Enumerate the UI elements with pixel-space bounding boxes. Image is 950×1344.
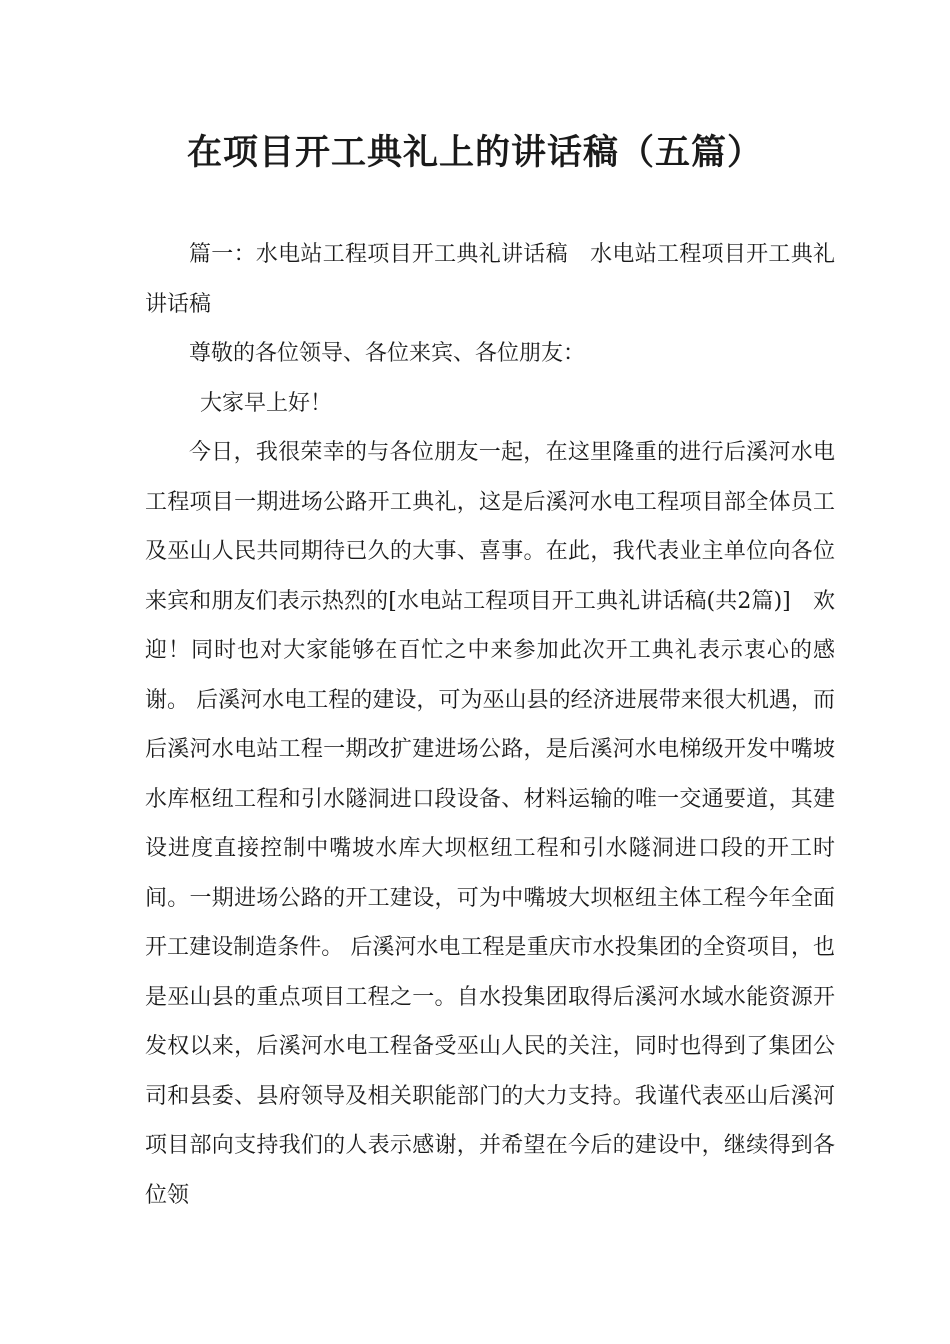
document-body (145, 230, 835, 1220)
document-title: 在项目开工典礼上的讲话稿（五篇） (186, 133, 763, 173)
paragraph-salutation: 尊敬的各位领导、各位来宾、各位朋友： (189, 341, 586, 366)
paragraph-main: 今日，我很荣幸的与各位朋友一起，在这里隆重的进行后溪河水电工程项目一期进场公路开工典礼，这是后溪河水电工程项目部全体员工及巫山人民共同期待已久的大事、喜事。在此，我代表业主单位向各位来宾和朋友们表示热烈的[水电站工程项目开工典礼讲话稿(共2篇)] 欢迎！同时也对大家能够在百忙之中来参加此次开工典礼表示衷心的感谢。 后溪河水电工程的建设，可为巫山县的经济进展带来很大机遇，而后溪河水电站工程一期改扩建进场公路，是后溪河水电梯级开发中嘴坡水库枢纽工程和引水隧洞进口段设备、材料运输的唯一交通要道，其建设进度直接控制中嘴坡水库大坝枢纽工程和引水隧洞进口段的开工时间。一期进场公路的开工建设，可为中嘴坡大坝枢纽主体工程今年全面开工建设制造条件。 后溪河水电工程是重庆市水投集团的全资项目，也是巫山县的重点项目工程之一。自水投集团取得后溪河水域水能资源开发权以来，后溪河水电工程备受巫山人民的关注，同时也得到了集团公司和县委、县府领导及相关职能部门的大力支持。我谨代表巫山后溪河项目部向支持我们的人表示感谢，并希望在今后的建设中，继续得到各位领 (145, 440, 835, 1208)
paragraph-greeting: 大家早上好！ (200, 390, 333, 416)
paragraph-heading: 篇一：水电站工程项目开工典礼讲话稿 水电站工程项目开工典礼讲话稿 (145, 242, 835, 317)
